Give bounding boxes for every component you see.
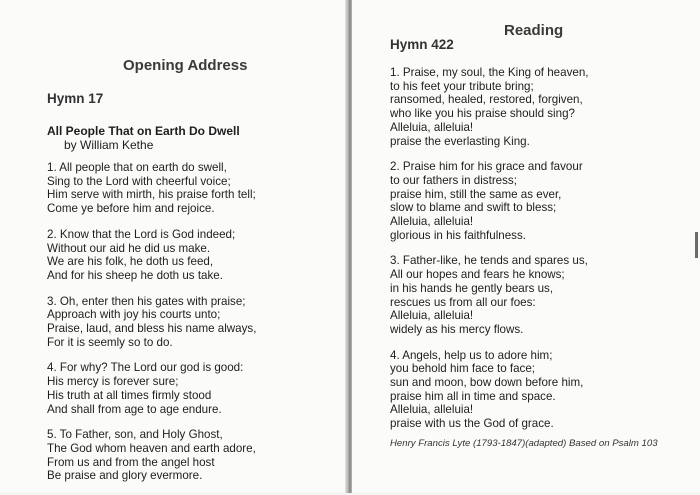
hymn-17-label: Hymn 17 [47, 91, 104, 106]
song-author: by William Kethe [64, 138, 154, 152]
verse-4: 4. Angels, help us to adore him; you behold him face to face; sun and moon, bow down before him, praise him all in time and space. Alleluia, alleluia! praise with us the God of grace. [390, 348, 584, 431]
song-title: All People That on Earth Do Dwell [47, 124, 240, 138]
hymn-17-verses [47, 161, 256, 495]
hymn-credit: Henry Francis Lyte (1793-1847)(adapted) Based on Psalm 103 [390, 438, 658, 449]
verse-1: 1. All people that on earth do swell, Sing to the Lord with cheerful voice; Him serve with mirth, his praise forth tell; Come ye before him and rejoice. [47, 161, 256, 216]
hymn-422-label: Hymn 422 [390, 37, 454, 52]
hymn-422-verses [390, 66, 589, 443]
verse-2: 2. Praise him for his grace and favour to our fathers in distress; praise him, still the same as ever, slow to blame and swift to bless; Alleluia, alleluia! glorious in his faithfulness. [390, 160, 583, 242]
verse-3: 3. Father-like, he tends and spares us, All our hopes and fears he knows; in his hands he gently bears us, rescues us from all our foes: Alleluia, alleluia! widely as his mercy flows. [390, 254, 588, 336]
verse-3: 3. Oh, enter then his gates with praise; Approach with joy his courts unto; Praise, laud, and bless his name always, For it is seemly so to do. [47, 294, 257, 349]
edge-mark [695, 232, 698, 258]
verse-1: 1. Praise, my soul, the King of heaven, to his feet your tribute bring; ransomed, healed, restored, forgiven, who like you his praise should sing? Alleluia, alleluia! praise the everlasting King. [390, 66, 589, 148]
verse-5: 5. To Father, son, and Holy Ghost, The God whom heaven and earth adore, From us and from the angel host Be praise and glory evermore. [47, 428, 256, 483]
opening-address-heading: Opening Address [123, 57, 248, 74]
verse-2: 2. Know that the Lord is God indeed; Without our aid he did us make. We are his folk, he doth us feed, And for his sheep he doth us take. [47, 227, 236, 282]
reading-heading: Reading [504, 22, 564, 39]
verse-4: 4. For why? The Lord our god is good: His mercy is forever sure; His truth at all times firmly stood And shall from age to age endure. [47, 361, 244, 416]
left-page [0, 0, 348, 493]
